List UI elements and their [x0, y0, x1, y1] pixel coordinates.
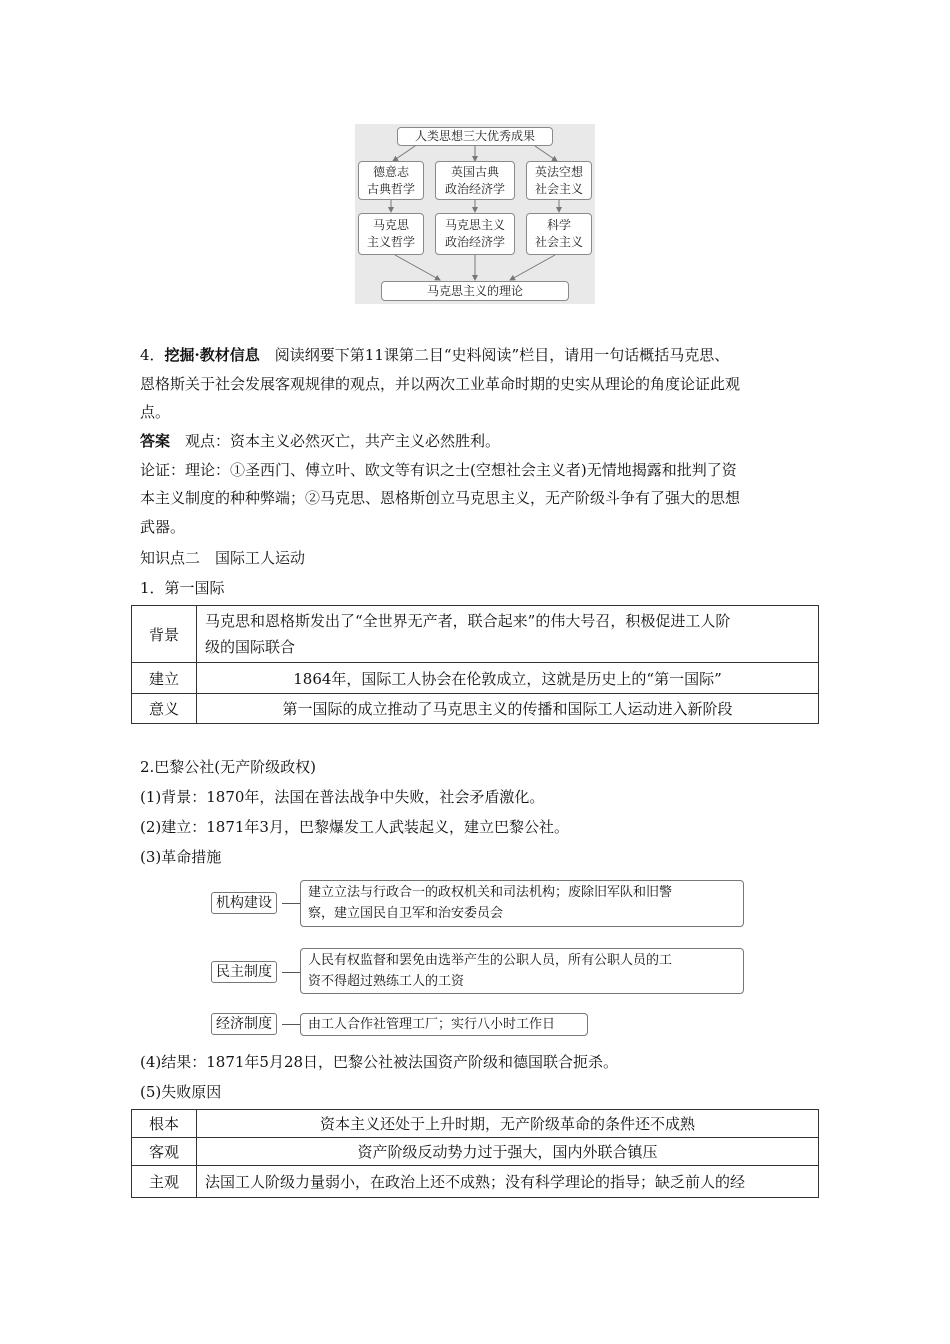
cell-text: 级的国际联合 [205, 638, 296, 656]
measure-text: 资不得超过熟练工人的工资 [308, 974, 465, 989]
table-cell-label: 建立 [132, 663, 197, 694]
marxism-origins-diagram [355, 124, 595, 304]
box-text: 政治经济学 [444, 235, 505, 249]
measure-content-box [300, 880, 744, 927]
paragraph: (3)革命措施 [140, 848, 222, 866]
box-text: 马克思 [372, 218, 409, 232]
question-heading: 挖掘·教材信息 [164, 346, 260, 364]
table-row [132, 663, 819, 694]
box-text: 英法空想 [534, 164, 583, 179]
box-text: 德意志 [372, 164, 409, 179]
box-german-philosophy [358, 161, 424, 200]
argument-text: 论证：理论：①圣西门、傅立叶、欧文等有识之士(空想社会主义者)无情地揭露和批判了资 [140, 460, 737, 479]
table-cell-content: 法国工人阶级力量弱小，在政治上还不成熟；没有科学理论的指导；缺乏前人的经 [197, 1166, 819, 1198]
answer-label: 答案 [140, 432, 171, 450]
answer-block [140, 427, 820, 541]
measure-text: 察，建立国民自卫军和治安委员会 [308, 906, 504, 921]
box-scientific-socialism [526, 213, 592, 255]
box-british-economics [435, 161, 515, 200]
table-cell-content: 第一国际的成立推动了马克思主义的传播和国际工人运动进入新阶段 [197, 694, 819, 724]
table-cell-label: 意义 [132, 694, 197, 724]
box-text: 科学 [546, 218, 571, 232]
measure-text: 人民有权监督和罢免由选举产生的公职人员，所有公职人员的工 [308, 953, 673, 968]
table-row [132, 1110, 819, 1138]
argument-text: 武器。 [140, 517, 186, 536]
paragraph: (4)结果：1871年5月28日，巴黎公社被法国资产阶级和德国联合扼杀。 [140, 1053, 619, 1071]
revolutionary-measures-diagram [208, 880, 748, 1040]
table-cell-content [197, 606, 819, 663]
first-international-table [131, 605, 819, 724]
table-cell-label: 客观 [132, 1138, 197, 1166]
measure-text: 由工人合作社管理工厂；实行八小时工作日 [308, 1017, 556, 1032]
failure-reasons-table [131, 1109, 819, 1198]
paragraph: (2)建立：1871年3月，巴黎爆发工人武装起义，建立巴黎公社。 [140, 818, 569, 836]
table-row [132, 1138, 819, 1166]
box-text: 马克思主义 [444, 218, 505, 232]
connector-line [282, 972, 300, 973]
subsection-title: 2.巴黎公社(无产阶级政权) [140, 758, 317, 776]
table-cell-label: 背景 [132, 606, 197, 663]
question-text: 恩格斯关于社会发展客观规律的观点，并以两次工业革命时期的史实从理论的角度论证此观 [140, 374, 741, 393]
measure-label-box: 机构建设 [211, 892, 277, 914]
answer-text: 观点：资本主义必然灭亡，共产主义必然胜利。 [185, 432, 501, 450]
box-text: 主义哲学 [366, 235, 415, 249]
measure-content-box [300, 1013, 588, 1036]
connector-line [282, 1024, 300, 1025]
table-row [132, 606, 819, 663]
diagram-top-text: 人类思想三大优秀成果 [414, 129, 535, 143]
cell-text: 马克思和恩格斯发出了“全世界无产者，联合起来”的伟大号召，积极促进工人阶 [205, 612, 731, 630]
box-text: 社会主义 [534, 181, 583, 196]
diagram-top-box [397, 127, 553, 146]
question-4 [140, 341, 820, 427]
table-row [132, 694, 819, 724]
table-cell-content: 资产阶级反动势力过于强大，国内外联合镇压 [197, 1138, 819, 1166]
table-cell-content: 1864年，国际工人协会在伦敦成立，这就是历史上的“第一国际” [197, 663, 819, 694]
box-text: 古典哲学 [366, 181, 415, 196]
measure-text: 建立立法与行政合一的政权机关和司法机构；废除旧军队和旧警 [308, 885, 673, 900]
question-text: 点。 [140, 403, 171, 421]
box-utopian-socialism [526, 161, 592, 200]
box-text: 政治经济学 [444, 181, 505, 196]
diagram-bottom-text: 马克思主义的理论 [426, 283, 523, 298]
measure-label-box: 经济制度 [211, 1013, 277, 1035]
argument-text: 本主义制度的种种弊端；②马克思、恩格斯创立马克思主义，无产阶级斗争有了强大的思想 [140, 489, 741, 507]
table-cell-label: 根本 [132, 1110, 197, 1138]
box-marxist-economics [435, 213, 515, 255]
table-cell-content: 资本主义还处于上升时期，无产阶级革命的条件还不成熟 [197, 1110, 819, 1138]
table-row [132, 1166, 819, 1198]
diagram-bottom-box [381, 281, 569, 301]
measure-label-box: 民主制度 [211, 961, 277, 983]
box-text: 社会主义 [534, 235, 583, 249]
box-marxist-philosophy [358, 213, 424, 255]
paragraph: (5)失败原因 [140, 1083, 222, 1101]
connector-line [282, 903, 300, 904]
box-text: 英国古典 [450, 164, 499, 179]
question-number: 4． [140, 346, 165, 364]
paragraph: (1)背景：1870年，法国在普法战争中失败，社会矛盾激化。 [140, 788, 545, 806]
question-text: 阅读纲要下第11课第二目“史料阅读”栏目，请用一句话概括马克思、 [274, 346, 730, 364]
section-title: 知识点二 国际工人运动 [140, 549, 306, 567]
measure-content-box [300, 948, 744, 994]
subsection-title: 1．第一国际 [140, 579, 225, 597]
table-cell-label: 主观 [132, 1166, 197, 1198]
